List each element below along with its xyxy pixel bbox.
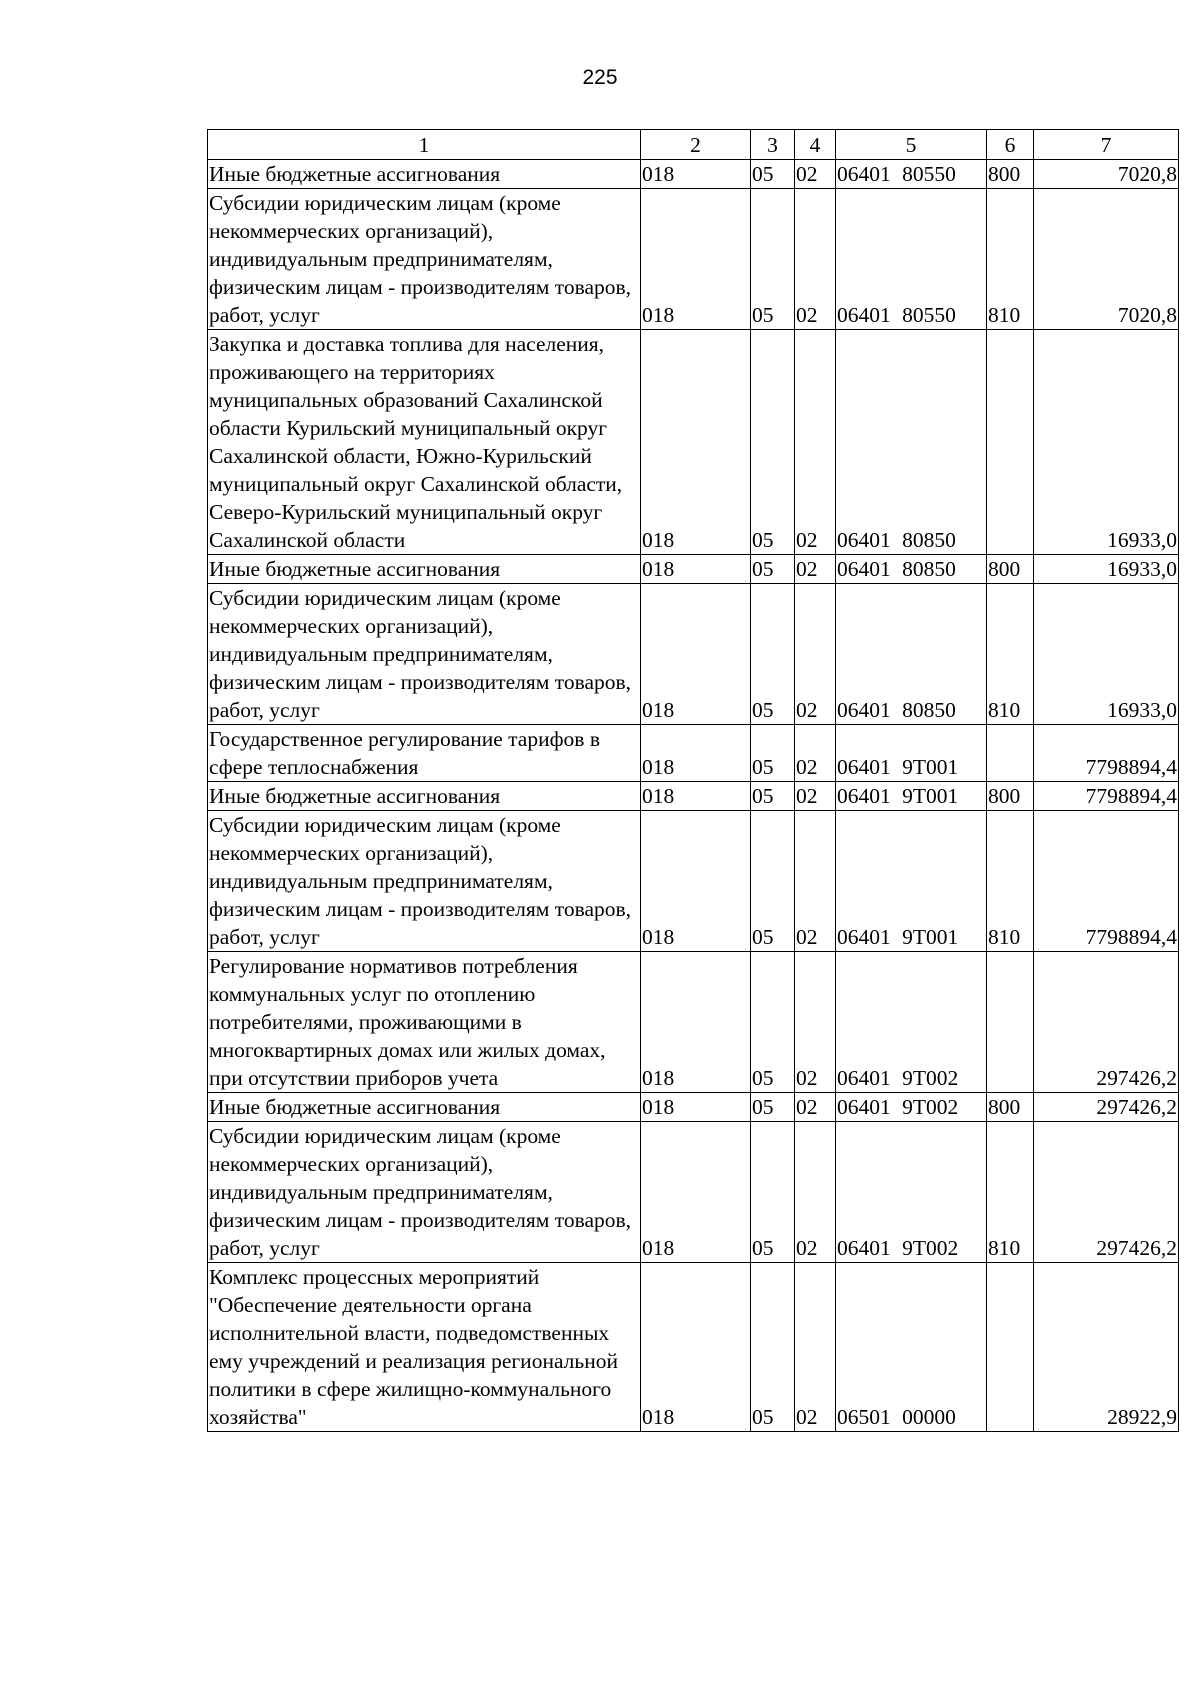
- cell-expense-type: 810: [987, 811, 1034, 952]
- table-row: [208, 1122, 1179, 1263]
- cell-amount: 297426,2: [1034, 1093, 1179, 1122]
- cell-amount: 7798894,4: [1034, 782, 1179, 811]
- table-row: [208, 782, 1179, 811]
- table-row: [208, 330, 1179, 555]
- cell-ministry: 018: [641, 330, 751, 555]
- cell-section: 05: [751, 952, 795, 1093]
- cell-section: 05: [751, 189, 795, 330]
- cell-expense-type: 800: [987, 555, 1034, 584]
- column-header-2: 2: [641, 130, 751, 160]
- table-row: [208, 189, 1179, 330]
- cell-expense-type: [987, 1263, 1034, 1432]
- cell-target: 06401 9Т001: [836, 782, 987, 811]
- cell-target: 06501 00000: [836, 1263, 987, 1432]
- budget-table: [207, 129, 1179, 1432]
- header-row: [208, 130, 1179, 160]
- cell-amount: 297426,2: [1034, 952, 1179, 1093]
- cell-subsection: 02: [795, 1263, 836, 1432]
- cell-target: 06401 80550: [836, 160, 987, 189]
- cell-amount: 16933,0: [1034, 555, 1179, 584]
- cell-expense-type: [987, 952, 1034, 1093]
- cell-amount: 7020,8: [1034, 189, 1179, 330]
- cell-subsection: 02: [795, 160, 836, 189]
- cell-expense-type: 800: [987, 160, 1034, 189]
- cell-ministry: 018: [641, 952, 751, 1093]
- cell-section: 05: [751, 160, 795, 189]
- cell-amount: 7798894,4: [1034, 811, 1179, 952]
- column-header-4: 4: [795, 130, 836, 160]
- cell-ministry: 018: [641, 811, 751, 952]
- table-row: [208, 952, 1179, 1093]
- cell-subsection: 02: [795, 555, 836, 584]
- cell-target: 06401 9Т001: [836, 811, 987, 952]
- cell-name: Иные бюджетные ассигнования: [208, 1093, 641, 1122]
- cell-subsection: 02: [795, 952, 836, 1093]
- cell-ministry: 018: [641, 1093, 751, 1122]
- column-header-3: 3: [751, 130, 795, 160]
- table-row: [208, 584, 1179, 725]
- cell-name: Иные бюджетные ассигнования: [208, 782, 641, 811]
- cell-ministry: 018: [641, 782, 751, 811]
- cell-name: Субсидии юридическим лицам (кроме некоммерческих организаций), индивидуальным предпринимателям, физическим лицам - производителям товаров, работ, услуг: [208, 811, 641, 952]
- cell-target: 06401 80850: [836, 584, 987, 725]
- table-row: [208, 1093, 1179, 1122]
- cell-ministry: 018: [641, 189, 751, 330]
- cell-subsection: 02: [795, 584, 836, 725]
- cell-ministry: 018: [641, 1263, 751, 1432]
- table-row: [208, 725, 1179, 782]
- cell-name: Субсидии юридическим лицам (кроме некоммерческих организаций), индивидуальным предпринимателям, физическим лицам - производителям товаров, работ, услуг: [208, 1122, 641, 1263]
- column-header-6: 6: [987, 130, 1034, 160]
- cell-subsection: 02: [795, 1122, 836, 1263]
- cell-name: Субсидии юридическим лицам (кроме некоммерческих организаций), индивидуальным предпринимателям, физическим лицам - производителям товаров, работ, услуг: [208, 189, 641, 330]
- cell-ministry: 018: [641, 555, 751, 584]
- cell-target: 06401 80850: [836, 330, 987, 555]
- cell-target: 06401 80550: [836, 189, 987, 330]
- cell-amount: 7798894,4: [1034, 725, 1179, 782]
- cell-subsection: 02: [795, 1093, 836, 1122]
- cell-expense-type: 810: [987, 1122, 1034, 1263]
- cell-section: 05: [751, 1263, 795, 1432]
- cell-section: 05: [751, 811, 795, 952]
- cell-target: 06401 9Т002: [836, 1093, 987, 1122]
- cell-section: 05: [751, 782, 795, 811]
- page-number: 225: [582, 66, 618, 89]
- cell-amount: 297426,2: [1034, 1122, 1179, 1263]
- cell-target: 06401 9Т002: [836, 1122, 987, 1263]
- cell-section: 05: [751, 584, 795, 725]
- cell-section: 05: [751, 1122, 795, 1263]
- cell-name: Комплекс процессных мероприятий "Обеспечение деятельности органа исполнительной власти, подведомственных ему учреждений и реализация региональной политики в сфере жилищно-коммунального хозяйства": [208, 1263, 641, 1432]
- cell-expense-type: 810: [987, 189, 1034, 330]
- cell-ministry: 018: [641, 160, 751, 189]
- table-row: [208, 1263, 1179, 1432]
- cell-ministry: 018: [641, 1122, 751, 1263]
- cell-name: Закупка и доставка топлива для населения, проживающего на территориях муниципальных образований Сахалинской области Курильский муниципальный округ Сахалинской области, Южно-Курильский муниципальный округ Сахалинской области, Северо-Курильский муниципальный округ Сахалинской области: [208, 330, 641, 555]
- cell-section: 05: [751, 555, 795, 584]
- column-header-7: 7: [1034, 130, 1179, 160]
- cell-expense-type: 800: [987, 782, 1034, 811]
- cell-amount: 7020,8: [1034, 160, 1179, 189]
- cell-name: Регулирование нормативов потребления коммунальных услуг по отоплению потребителями, проживающими в многоквартирных домах или жилых домах, при отсутствии приборов учета: [208, 952, 641, 1093]
- cell-subsection: 02: [795, 330, 836, 555]
- cell-subsection: 02: [795, 811, 836, 952]
- table-row: [208, 555, 1179, 584]
- cell-amount: 16933,0: [1034, 584, 1179, 725]
- cell-target: 06401 80850: [836, 555, 987, 584]
- cell-amount: 16933,0: [1034, 330, 1179, 555]
- cell-name: Иные бюджетные ассигнования: [208, 160, 641, 189]
- cell-section: 05: [751, 330, 795, 555]
- cell-target: 06401 9Т002: [836, 952, 987, 1093]
- column-header-5: 5: [836, 130, 987, 160]
- cell-expense-type: [987, 725, 1034, 782]
- cell-name: Государственное регулирование тарифов в сфере теплоснабжения: [208, 725, 641, 782]
- cell-name: Субсидии юридическим лицам (кроме некоммерческих организаций), индивидуальным предпринимателям, физическим лицам - производителям товаров, работ, услуг: [208, 584, 641, 725]
- cell-target: 06401 9Т001: [836, 725, 987, 782]
- table-row: [208, 811, 1179, 952]
- column-header-1: 1: [208, 130, 641, 160]
- cell-subsection: 02: [795, 725, 836, 782]
- cell-subsection: 02: [795, 189, 836, 330]
- cell-section: 05: [751, 725, 795, 782]
- cell-expense-type: [987, 330, 1034, 555]
- cell-name: Иные бюджетные ассигнования: [208, 555, 641, 584]
- cell-ministry: 018: [641, 584, 751, 725]
- cell-ministry: 018: [641, 725, 751, 782]
- cell-amount: 28922,9: [1034, 1263, 1179, 1432]
- cell-expense-type: 800: [987, 1093, 1034, 1122]
- cell-expense-type: 810: [987, 584, 1034, 725]
- table-row: [208, 160, 1179, 189]
- cell-section: 05: [751, 1093, 795, 1122]
- cell-subsection: 02: [795, 782, 836, 811]
